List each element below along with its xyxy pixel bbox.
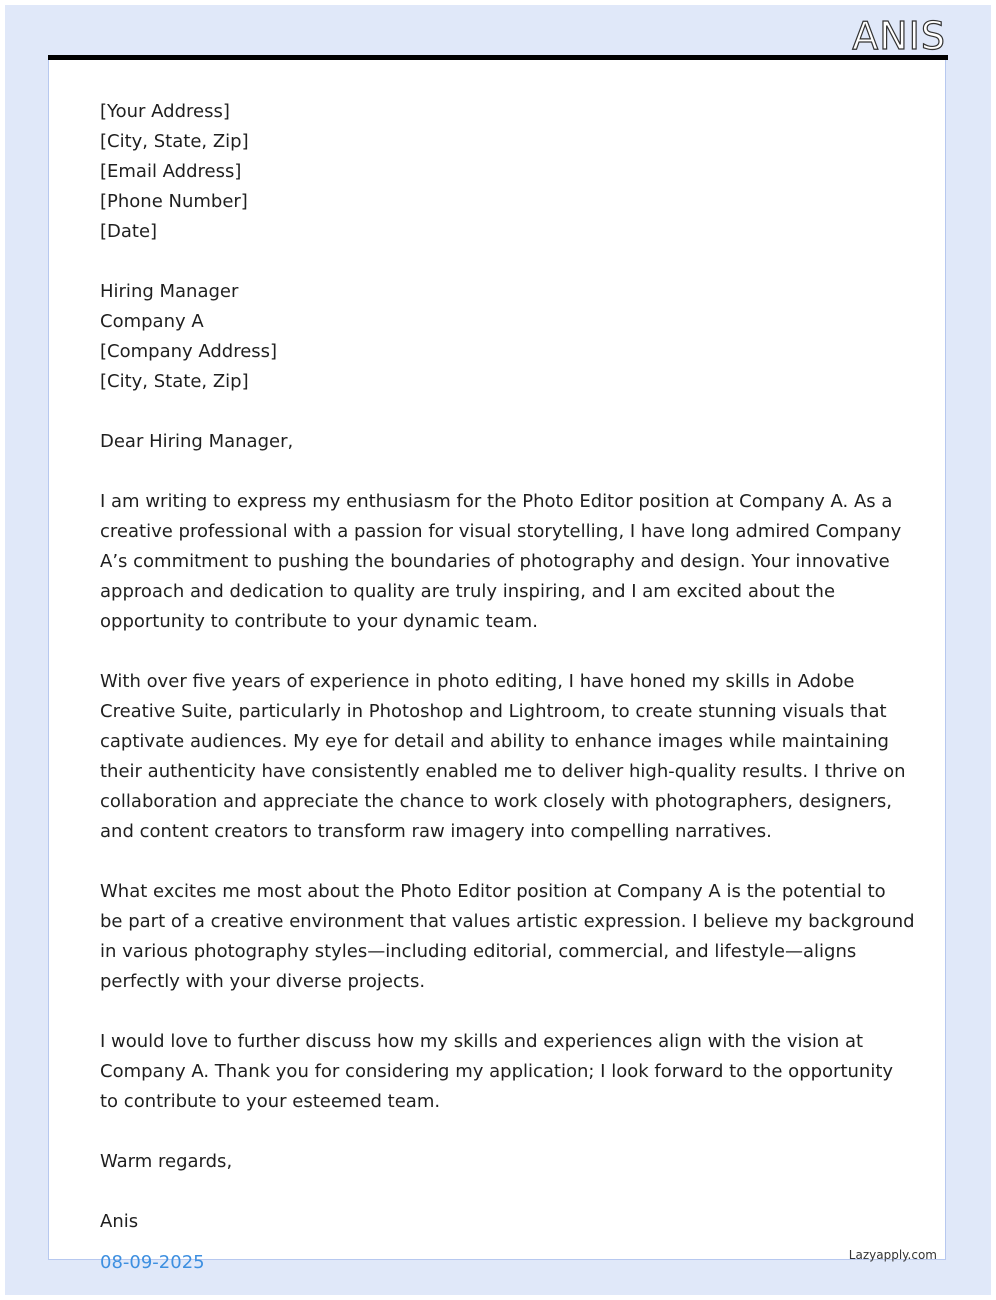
header-divider [48, 55, 948, 60]
paragraph-line: and content creators to transform raw imagery into compelling narratives. [100, 821, 772, 842]
sender-email: [Email Address] [100, 161, 242, 182]
paragraph-line: Creative Suite, particularly in Photoshop and Lightroom, to create stunning visuals that [100, 701, 887, 722]
sender-phone: [Phone Number] [100, 191, 248, 212]
sender-date: [Date] [100, 221, 158, 242]
paragraph-line: Company A. Thank you for considering my application; I look forward to the opportunity [100, 1061, 894, 1082]
paragraph-line: in various photography styles—including editorial, commercial, and lifestyle—aligns [100, 941, 857, 962]
closing-text: Warm regards, [100, 1151, 233, 1172]
paragraph-line: A’s commitment to pushing the boundaries of photography and design. Your innovative [100, 551, 890, 572]
recipient-company: Company A [100, 311, 204, 332]
signature [100, 1207, 895, 1237]
paragraph-closing [100, 1027, 895, 1117]
footer-date: 08-09-2025 [100, 1252, 205, 1273]
sender-address: [Your Address] [100, 101, 230, 122]
paragraph-line: I am writing to express my enthusiasm for the Photo Editor position at Company A. As a [100, 491, 893, 512]
site-credit: Lazyapply.com [848, 1248, 937, 1262]
salutation-text: Dear Hiring Manager, [100, 431, 294, 452]
paragraph-line: be part of a creative environment that values artistic expression. I believe my background [100, 911, 915, 932]
closing [100, 1147, 895, 1177]
paragraph-line: What excites me most about the Photo Editor position at Company A is the potential to [100, 881, 886, 902]
recipient-city-state-zip: [City, State, Zip] [100, 371, 249, 392]
paragraph-line: their authenticity have consistently enabled me to deliver high-quality results. I thrive on [100, 761, 906, 782]
paragraph-line: creative professional with a passion for visual storytelling, I have long admired Company [100, 521, 902, 542]
paragraph-intro [100, 487, 902, 637]
paragraph-line: perfectly with your diverse projects. [100, 971, 426, 992]
sender-city-state-zip: [City, State, Zip] [100, 131, 249, 152]
paragraph-line: approach and dedication to quality are truly inspiring, and I am excited about the [100, 581, 836, 602]
paragraph-line: With over five years of experience in photo editing, I have honed my skills in Adobe [100, 671, 855, 692]
paragraph-experience [100, 667, 906, 847]
recipient-address: [Company Address] [100, 341, 278, 362]
recipient-title: Hiring Manager [100, 281, 239, 302]
salutation [100, 427, 895, 457]
paragraph-motivation [100, 877, 915, 997]
cover-letter [100, 97, 915, 1237]
paragraph-line: opportunity to contribute to your dynamic team. [100, 611, 538, 632]
recipient-block [100, 277, 895, 397]
paragraph-line: I would love to further discuss how my skills and experiences align with the vision at [100, 1031, 864, 1052]
signature-name: Anis [100, 1211, 139, 1232]
paragraph-line: to contribute to your esteemed team. [100, 1091, 441, 1112]
paragraph-line: collaboration and appreciate the chance to work closely with photographers, designers, [100, 791, 892, 812]
paragraph-line: captivate audiences. My eye for detail and ability to enhance images while maintaining [100, 731, 889, 752]
sender-block [100, 97, 895, 247]
brand-name: ANIS [852, 14, 946, 58]
